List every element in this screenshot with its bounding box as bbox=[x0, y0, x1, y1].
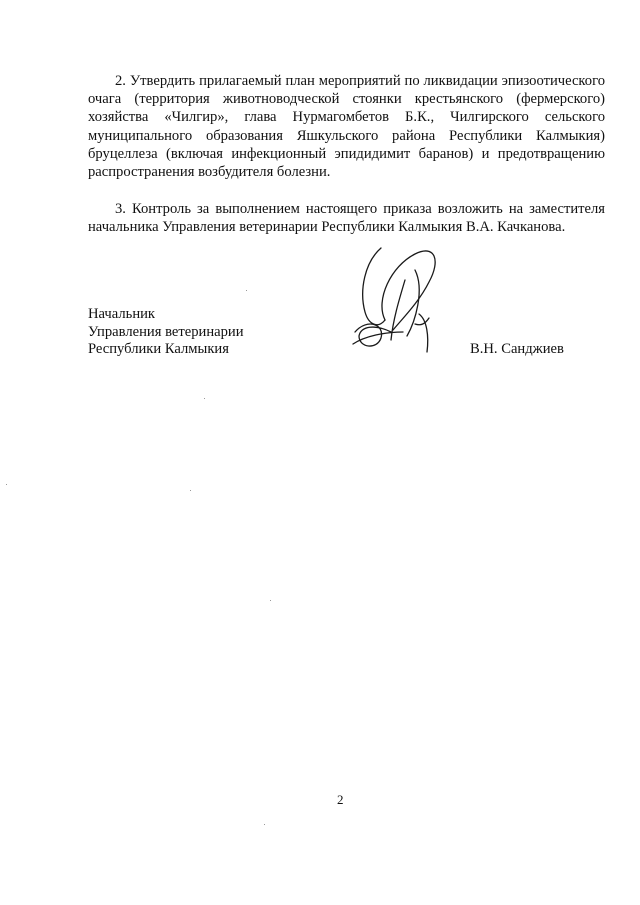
signer-title-line-3: Республики Калмыкия bbox=[88, 341, 229, 357]
scan-speck bbox=[246, 290, 247, 291]
scan-speck bbox=[270, 600, 271, 601]
scan-speck bbox=[264, 824, 265, 825]
signer-title-line-1: Начальник bbox=[88, 306, 156, 322]
signer-title-line-2: Управления ветеринарии bbox=[88, 323, 244, 340]
paragraph-3: 3. Контроль за выполнением настоящего приказа возложить на заместителя начальника Управления ветеринарии Республики Калмыкия В.А. Качканова. bbox=[88, 201, 605, 236]
page-number: 2 bbox=[337, 792, 344, 807]
paragraph-2: 2. Утвердить прилагаемый план мероприятий по ликвидации эпизоотического очага (территория животноводческой стоянки крестьянского (фермерского) хозяйства «Чилгир», глава Нурмагомбетов Б.К., Чилгирского сельского муниципального образования Яшкульского района Республики Калмыкия) бруцеллеза (включая инфекционный эпидидимит баранов) и предотвращению распространения возбудителя болезни. bbox=[88, 73, 605, 181]
signature-block bbox=[88, 306, 244, 359]
scan-speck bbox=[190, 490, 191, 491]
handwritten-signature bbox=[345, 240, 455, 360]
signer-name: В.Н. Санджиев bbox=[470, 341, 564, 357]
scan-speck bbox=[6, 484, 7, 485]
scan-speck bbox=[204, 398, 205, 399]
